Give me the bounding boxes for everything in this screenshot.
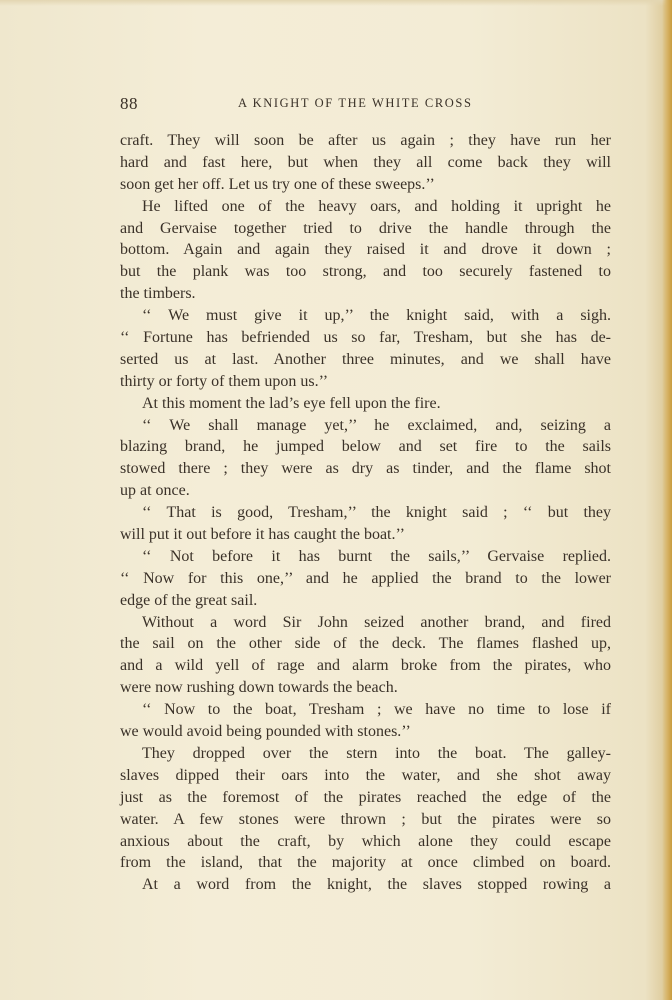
- text-line: up at once.: [120, 482, 190, 500]
- text-line: bottom. Again and again they raised it and drove it down ;: [120, 241, 611, 259]
- text-line: serted us at last. Another three minutes, and we shall have: [120, 350, 611, 368]
- running-title: A KNIGHT OF THE WHITE CROSS: [238, 96, 473, 110]
- text-line: ‘‘ Fortune has befriended us so far, Tresham, but she has de-: [120, 329, 611, 347]
- text-line: blazing brand, he jumped below and set fire to the sails: [120, 438, 611, 456]
- text-line: hard and fast here, but when they all come back they will: [120, 153, 611, 171]
- text-line: the sail on the other side of the deck. The flames flashed up,: [120, 635, 611, 653]
- text-line: At a word from the knight, the slaves stopped rowing a: [142, 876, 611, 894]
- text-line: and Gervaise together tried to drive the handle through the: [120, 219, 611, 237]
- text-line: ‘‘ Now for this one,’’ and he applied the brand to the lower: [120, 569, 611, 587]
- text-line: just as the foremost of the pirates reached the edge of the: [120, 788, 611, 806]
- page-top-shadow: [0, 0, 672, 6]
- text-line: thirty or forty of them upon us.’’: [120, 372, 329, 390]
- text-line: anxious about the craft, by which alone they could escape: [120, 832, 611, 850]
- text-line: ‘‘ Not before it has burnt the sails,’’ Gervaise replied.: [142, 547, 611, 565]
- page-number: 88: [120, 94, 138, 113]
- page-header: [120, 94, 612, 114]
- text-line: Without a word Sir John seized another brand, and fired: [142, 613, 611, 631]
- text-line: ‘‘ Now to the boat, Tresham ; we have no time to lose if: [142, 701, 611, 719]
- text-line: ‘‘ We must give it up,’’ the knight said, with a sigh.: [142, 307, 611, 325]
- text-line: from the island, that the majority at once climbed on board.: [120, 854, 611, 872]
- text-line: edge of the great sail.: [120, 591, 258, 609]
- text-line: the timbers.: [120, 285, 196, 303]
- text-line: but the plank was too strong, and too securely fastened to: [120, 263, 611, 281]
- text-line: ‘‘ That is good, Tresham,’’ the knight said ; ‘‘ but they: [142, 504, 611, 522]
- text-line: soon get her off. Let us try one of these sweeps.’’: [120, 175, 435, 193]
- text-line: He lifted one of the heavy oars, and holding it upright he: [142, 197, 611, 215]
- text-line: were now rushing down towards the beach.: [120, 679, 398, 697]
- text-line: They dropped over the stern into the boat. The galley-: [142, 744, 611, 762]
- text-line: slaves dipped their oars into the water, and she shot away: [120, 766, 611, 784]
- text-line: and a wild yell of rage and alarm broke from the pirates, who: [120, 657, 611, 675]
- text-line: we would avoid being pounded with stones.’’: [120, 723, 411, 741]
- text-line: water. A few stones were thrown ; but the pirates were so: [120, 810, 611, 828]
- text-line: will put it out before it has caught the boat.’’: [120, 526, 405, 544]
- text-line: At this moment the lad’s eye fell upon the fire.: [142, 394, 441, 412]
- body-text: [120, 130, 611, 896]
- text-line: stowed there ; they were as dry as tinder, and the flame shot: [120, 460, 611, 478]
- text-line: craft. They will soon be after us again ; they have run her: [120, 132, 611, 149]
- page-right-edge: [662, 0, 672, 1000]
- text-line: ‘‘ We shall manage yet,’’ he exclaimed, and, seizing a: [142, 416, 611, 434]
